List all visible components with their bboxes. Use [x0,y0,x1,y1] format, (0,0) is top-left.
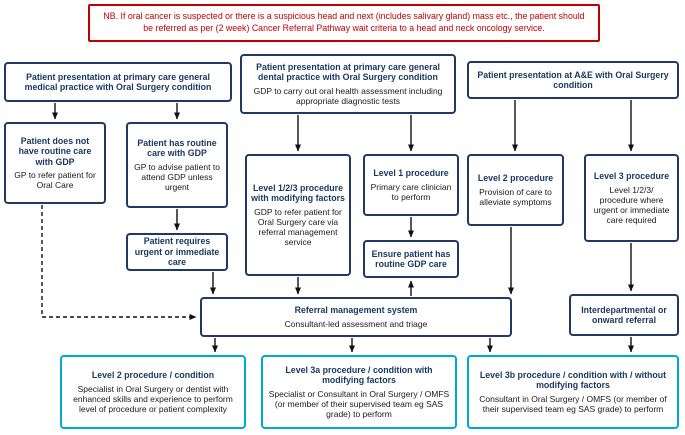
node-body: Consultant-led assessment and triage [284,318,428,329]
node-title: Ensure patient has routine GDP care [371,248,451,269]
node-body: GP to advise patient to attend GDP unless urgent [134,161,220,192]
node-title: Level 3b procedure / condition with / without modifying factors [479,370,667,391]
node-title: Patient does not have routine care with GDP [18,135,92,167]
node-body: Specialist or Consultant in Oral Surgery / OMFS (or member of their supervised team eg SAS grade) to perform [268,388,450,419]
cancer-warning-banner [88,4,600,42]
node-title: Level 1/2/3 procedure with modifying factors [251,183,345,204]
node-ae-presentation [467,61,679,99]
node-body: Level 1/2/3/ procedure where urgent or immediate care required [593,184,670,225]
node-body: Specialist in Oral Surgery or dentist with enhanced skills and experience to perform level of procedure or patient complexity [73,383,233,414]
node-title: Patient presentation at primary care general dental practice with Oral Surgery condition [256,62,440,83]
node-title: Level 2 procedure [477,173,554,184]
node-ensure-gdp-care [363,240,459,278]
node-level2-condition [60,355,246,429]
node-title: Interdepartmental or onward referral [581,304,667,325]
node-body: Consultant in Oral Surgery / OMFS (or member of their supervised team eg SAS grade) to perform [479,393,667,414]
node-interdepartmental-referral [569,294,679,336]
node-level3a-condition [261,355,457,429]
node-body: GP to refer patient for Oral Care [14,170,96,191]
node-body: Primary care clinician to perform [370,181,452,202]
node-title: Level 1 procedure [373,168,449,179]
node-title: Referral management system [294,305,418,316]
node-level123-modifying [245,154,351,276]
node-title: Patient presentation at primary care general medical practice with Oral Surgery condition [24,71,212,92]
cancer-warning-text: NB. If oral cancer is suspected or there is a suspicious head and next (includes salivary gland) mass etc., the patient should be referred as per (2 week) Cancer Referral Pathway wait criteria to a head and neck oncology service. [103,11,585,33]
node-body: Provision of care to alleviate symptoms [479,186,552,207]
node-urgent-care [126,233,228,271]
node-title: Patient has routine care with GDP [137,138,217,159]
node-title: Level 2 procedure / condition [91,370,215,381]
node-body: GDP to refer patient for Oral Surgery care via referral management service [254,206,342,247]
node-level2-procedure-ae [467,154,564,226]
node-title: Patient presentation at A&E with Oral Surgery condition [477,69,669,90]
node-level3b-condition [467,355,679,429]
node-referral-management [200,297,512,337]
node-medical-practice [4,62,232,102]
node-body: GDP to carry out oral health assessment including appropriate diagnostic tests [253,85,443,106]
node-level1-procedure [363,154,459,216]
node-has-routine-gdp [126,122,228,208]
node-level3-procedure-ae [584,154,679,242]
node-no-routine-gdp [4,122,106,204]
node-title: Patient requires urgent or immediate care [134,236,220,268]
node-dental-practice [240,54,456,114]
node-title: Level 3 procedure [593,171,670,182]
node-title: Level 3a procedure / condition with modifying factors [285,365,433,386]
